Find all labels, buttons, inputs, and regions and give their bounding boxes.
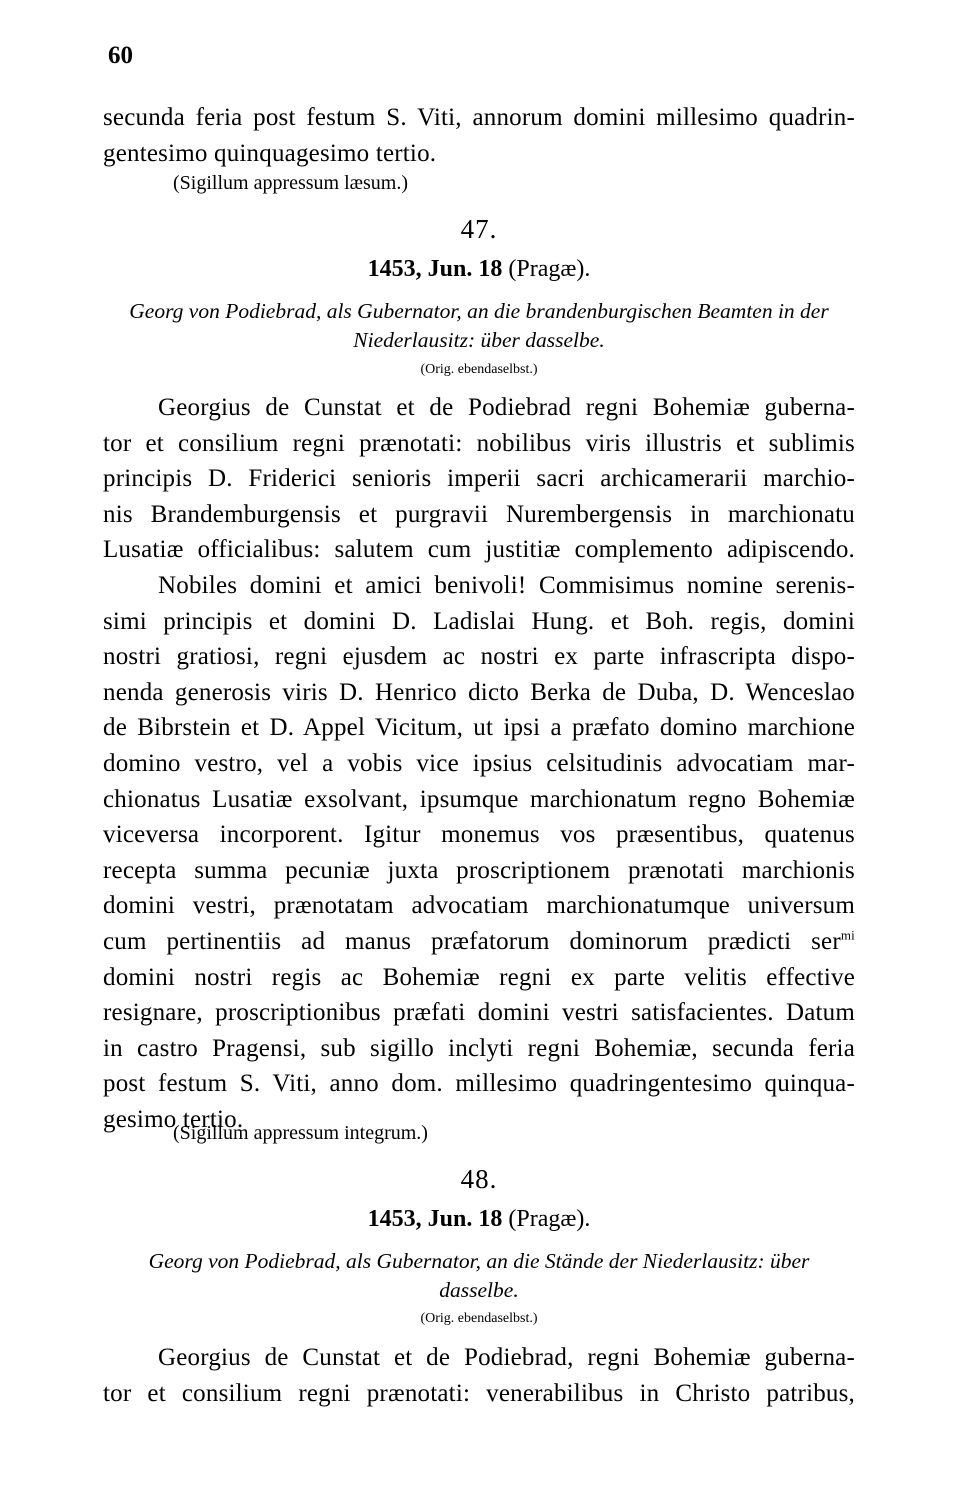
text-line: nis Brandemburgensis et purgravii Nurembergensis in marchionatu bbox=[103, 500, 855, 528]
text-line: nenda generosis viris D. Henrico dicto Berka de Duba, D. Wenceslao bbox=[103, 678, 855, 706]
document-number: 48. bbox=[460, 1164, 498, 1194]
origin-note: (Orig. ebendaselbst.) bbox=[420, 362, 538, 377]
text-line: principis D. Friderici senioris imperii sacri archicamerarii marchio- bbox=[103, 465, 855, 493]
document-rubric bbox=[103, 297, 855, 355]
text-line: gentesimo quinquagesimo tertio. bbox=[103, 139, 437, 167]
superscript: mi bbox=[840, 927, 855, 943]
text-line: domino vestro, vel a vobis vice ipsius celsitudinis advocatiam mar- bbox=[103, 749, 855, 777]
rubric-line: Georg von Podiebrad, als Gubernator, an die Stände der Niederlausitz: über bbox=[148, 1249, 810, 1273]
document-number: 47. bbox=[460, 214, 498, 244]
text-line: post festum S. Viti, anno dom. millesimo quadringentesimo quinqua- bbox=[103, 1070, 855, 1098]
date-text: 1453, Jun. 18 bbox=[367, 256, 503, 282]
origin-note: (Orig. ebendaselbst.) bbox=[420, 1311, 538, 1326]
document-body bbox=[103, 1340, 855, 1411]
text-line: resignare, proscriptionibus præfati domini vestri satisfacientes. Datum bbox=[103, 999, 855, 1027]
place-text: (Pragæ). bbox=[508, 1206, 591, 1232]
document-date bbox=[103, 256, 855, 283]
text-segment: cum pertinentiis ad manus præfatorum dominorum prædicti ser bbox=[103, 927, 841, 955]
text-line: recepta summa pecuniæ juxta proscriptionem prænotati marchionis bbox=[103, 856, 855, 884]
text-line: Lusatiæ officialibus: salutem cum justitiæ complemento adipiscendo. bbox=[103, 536, 855, 564]
text-line-with-superscript bbox=[103, 924, 855, 960]
rubric-line: Georg von Podiebrad, als Gubernator, an die brandenburgischen Beamten in der bbox=[129, 299, 829, 323]
text-line: in castro Pragensi, sub sigillo inclyti regni Bohemiæ, secunda feria bbox=[103, 1034, 855, 1062]
text-line: viceversa incorporent. Igitur monemus vos præsentibus, quatenus bbox=[103, 821, 855, 849]
text-line: Nobiles domini et amici benivoli! Commisimus nomine serenis- bbox=[158, 571, 855, 599]
text-line: Georgius de Cunstat et de Podiebrad regni Bohemiæ guberna- bbox=[158, 394, 855, 421]
text-line: de Bibrstein et D. Appel Vicitum, ut ipsi a præfato domino marchione bbox=[103, 714, 855, 742]
rubric-line: Niederlausitz: über dasselbe. bbox=[353, 328, 605, 352]
text-line: simi principis et domini D. Ladislai Hung. et Boh. regis, domini bbox=[103, 607, 855, 635]
seal-note: (Sigillum appressum læsum.) bbox=[173, 172, 408, 194]
seal-note: (Sigillum appressum integrum.) bbox=[173, 1122, 428, 1144]
rubric-line: dasselbe. bbox=[439, 1278, 519, 1302]
text-line: gesimo tertio. bbox=[103, 1105, 244, 1133]
page-number: 60 bbox=[108, 42, 133, 69]
date-text: 1453, Jun. 18 bbox=[367, 1206, 503, 1232]
text-line: chionatus Lusatiæ exsolvant, ipsumque marchionatum regno Bohemiæ bbox=[103, 785, 855, 813]
continuation-text bbox=[103, 100, 855, 171]
text-line: Georgius de Cunstat et de Podiebrad, regni Bohemiæ guberna- bbox=[158, 1344, 855, 1371]
text-line: secunda feria post festum S. Viti, annorum domini millesimo quadrin- bbox=[103, 104, 855, 131]
document-rubric bbox=[103, 1247, 855, 1305]
text-line: tor et consilium regni prænotati: nobilibus viris illustris et sublimis bbox=[103, 429, 855, 457]
document-body bbox=[103, 390, 855, 1137]
text-line: tor et consilium regni prænotati: venerabilibus in Christo patribus, bbox=[103, 1379, 855, 1407]
text-line: nostri gratiosi, regni ejusdem ac nostri ex parte infrascripta dispo- bbox=[103, 643, 855, 671]
place-text: (Pragæ). bbox=[508, 256, 591, 282]
text-line: domini nostri regis ac Bohemiæ regni ex parte velitis effective bbox=[103, 963, 855, 991]
document-date bbox=[103, 1206, 855, 1233]
text-line: domini vestri, prænotatam advocatiam marchionatumque universum bbox=[103, 892, 855, 920]
